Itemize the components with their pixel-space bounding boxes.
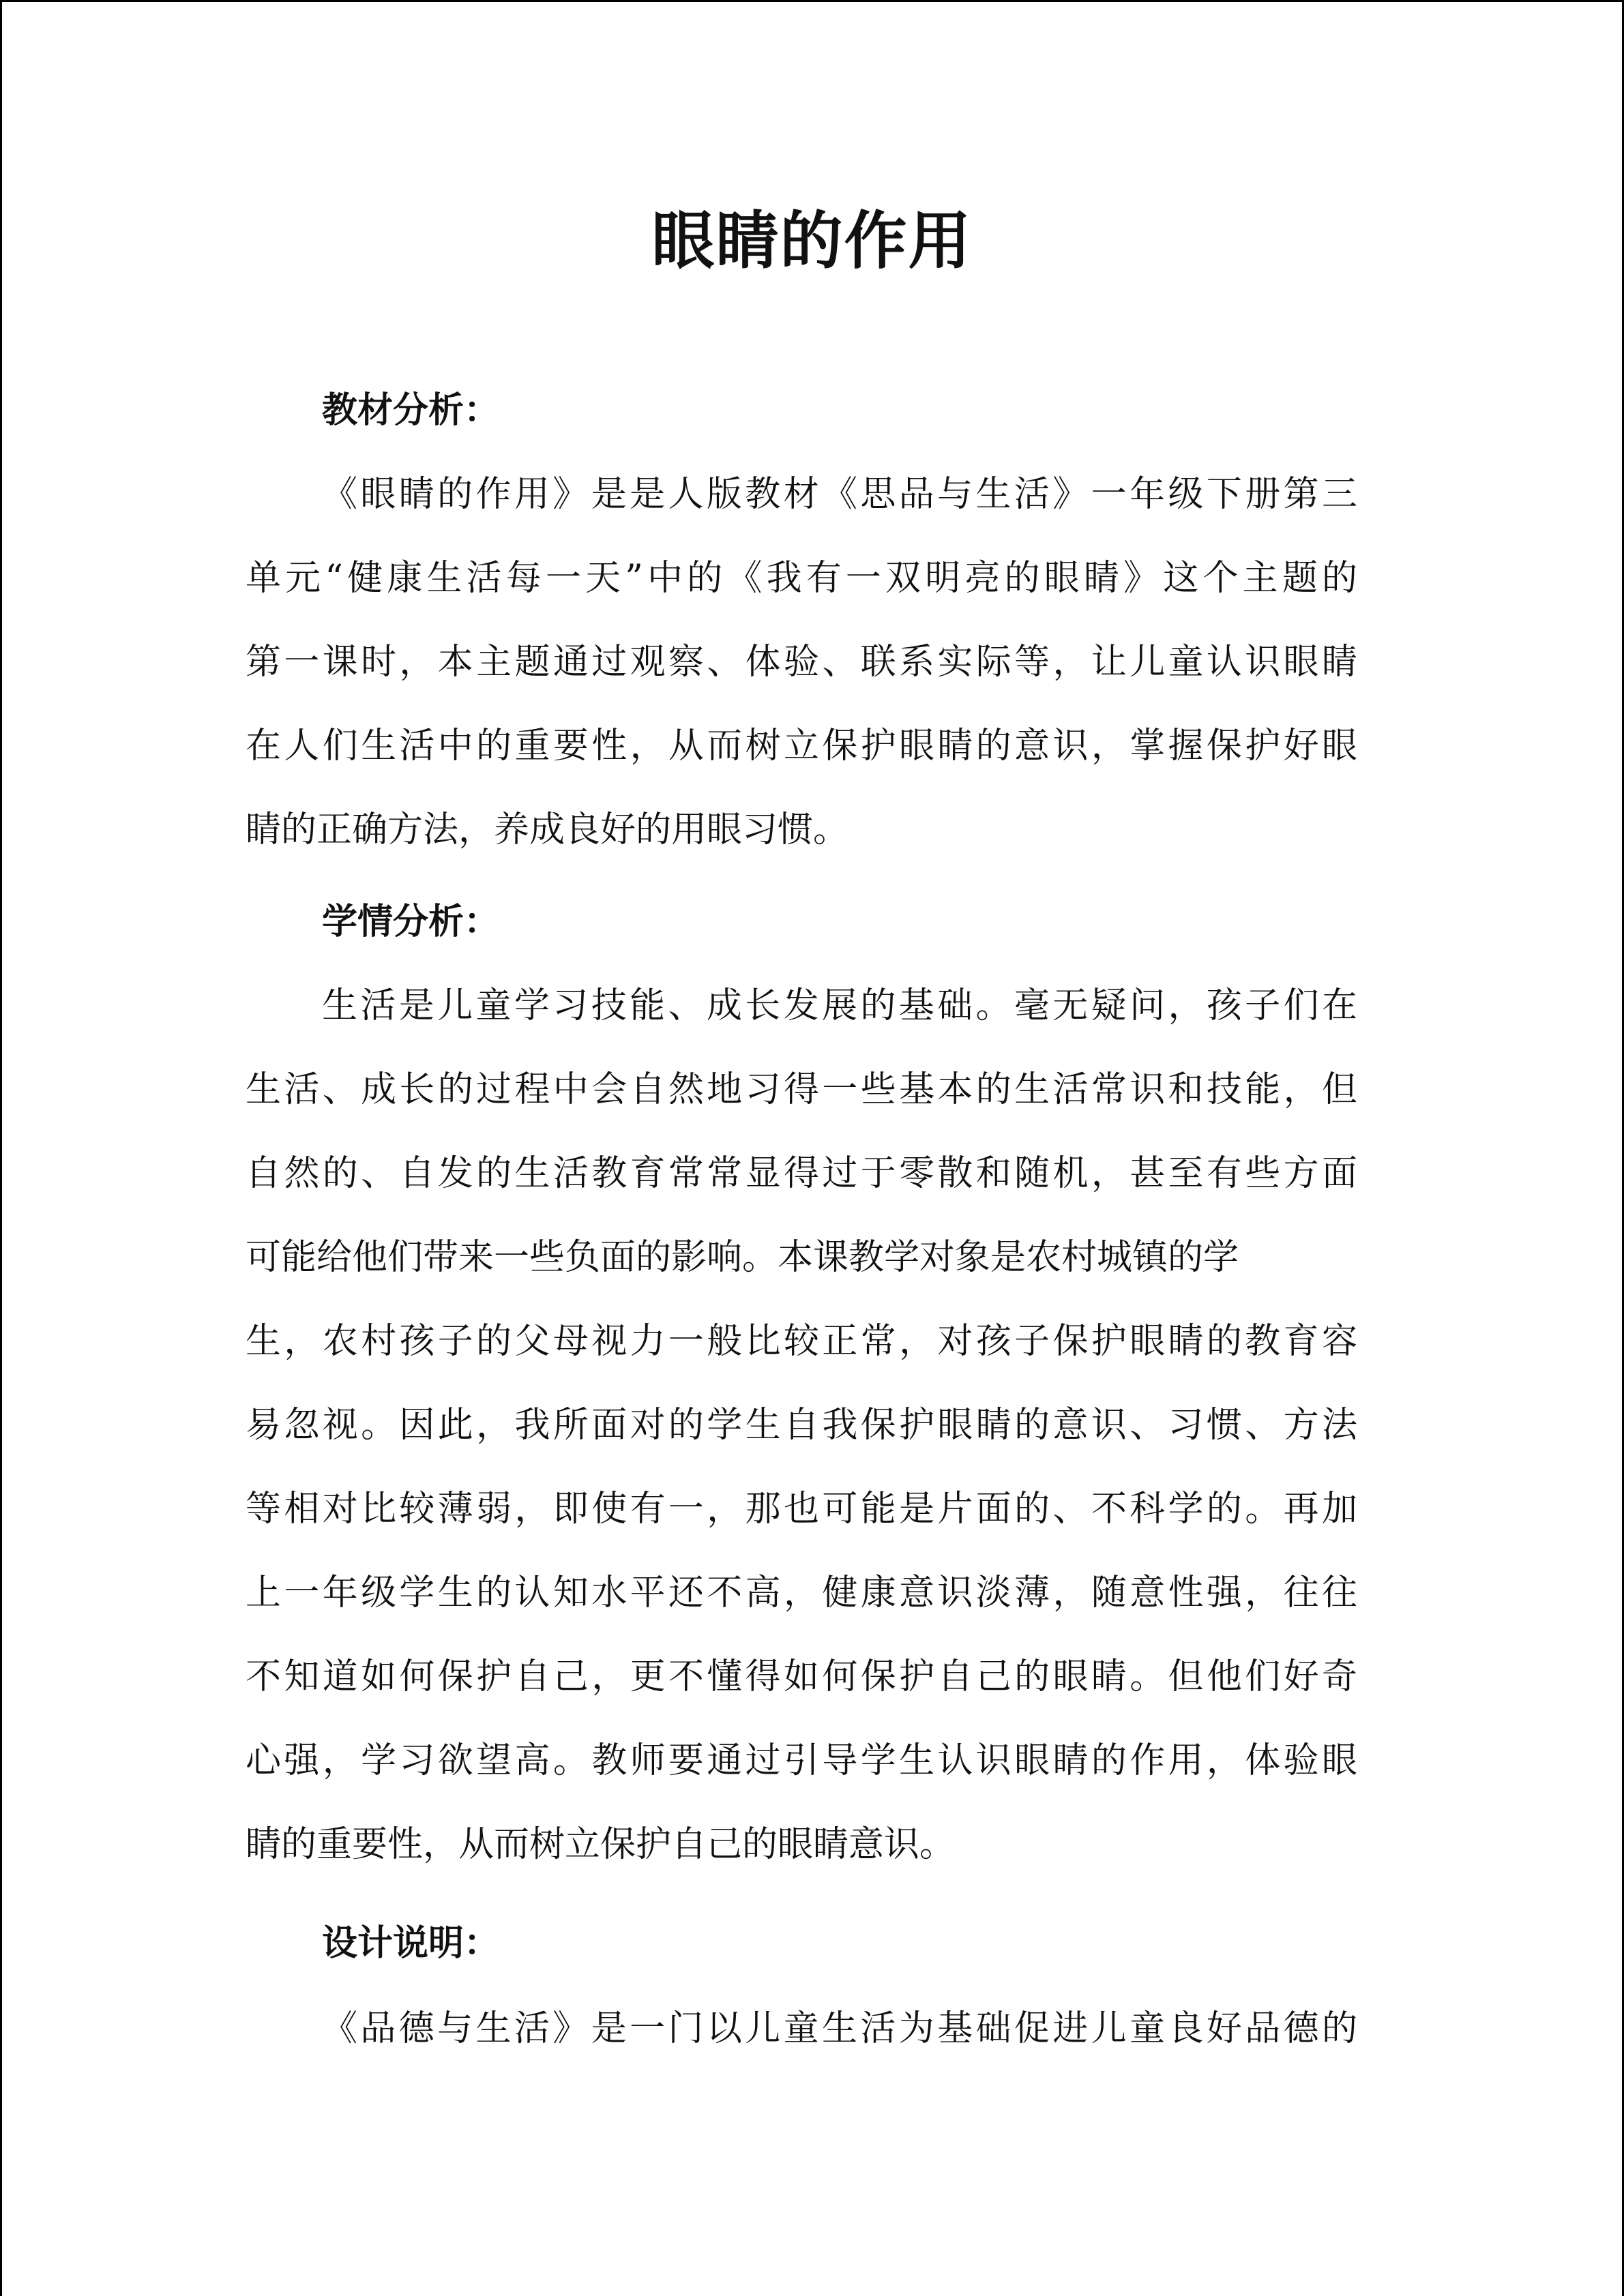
paragraph-line: 生活是儿童学习技能、成长发展的基础。毫无疑问，孩子们在 bbox=[322, 985, 1357, 1026]
paragraph-line: 可能给他们带来一些负面的影响。本课教学对象是农村城镇的学 bbox=[246, 1237, 1239, 1278]
paragraph-line: 等相对比较薄弱，即使有一，那也可能是片面的、不科学的。再加 bbox=[246, 1489, 1357, 1530]
paragraph-line: 睛的重要性，从而树立保护自己的眼睛意识。 bbox=[246, 1824, 956, 1865]
paragraph-line: 自然的、自发的生活教育常常显得过于零散和随机，甚至有些方面 bbox=[246, 1153, 1357, 1194]
paragraph-line: 不知道如何保护自己，更不懂得如何保护自己的眼睛。但他们好奇 bbox=[246, 1656, 1357, 1697]
paragraph-line: 《眼睛的作用》是是人版教材《思品与生活》一年级下册第三 bbox=[322, 474, 1357, 515]
paragraph-line: 上一年级学生的认知水平还不高，健康意识淡薄，随意性强，往往 bbox=[246, 1572, 1357, 1613]
paragraph-line: 心强，学习欲望高。教师要通过引导学生认识眼睛的作用，体验眼 bbox=[246, 1740, 1357, 1781]
paragraph-line: 在人们生活中的重要性，从而树立保护眼睛的意识，掌握保护好眼 bbox=[246, 726, 1357, 766]
paragraph-line: 《品德与生活》是一门以儿童生活为基础促进儿童良好品德的 bbox=[322, 2008, 1357, 2049]
section-heading-design-notes: 设计说明： bbox=[322, 1922, 500, 1964]
paragraph-line: 生活、成长的过程中会自然地习得一些基本的生活常识和技能，但 bbox=[246, 1069, 1357, 1110]
paragraph-line: 易忽视。因此，我所面对的学生自我保护眼睛的意识、习惯、方法 bbox=[246, 1405, 1357, 1446]
paragraph-line: 第一课时，本主题通过观察、体验、联系实际等，让儿童认识眼睛 bbox=[246, 642, 1357, 683]
document-title: 眼睛的作用 bbox=[651, 204, 973, 278]
paragraph-line: 单元“健康生活每一天”中的《我有一双明亮的眼睛》这个主题的 bbox=[246, 558, 1357, 599]
page-border-left bbox=[0, 0, 2, 2296]
paragraph-line: 生，农村孩子的父母视力一般比较正常，对孩子保护眼睛的教育容 bbox=[246, 1321, 1357, 1362]
section-heading-textbook-analysis: 教材分析： bbox=[322, 389, 500, 431]
page-border-top bbox=[0, 0, 1624, 2]
section-heading-student-analysis: 学情分析： bbox=[322, 901, 500, 942]
paragraph-line: 睛的正确方法，养成良好的用眼习惯。 bbox=[246, 809, 849, 850]
